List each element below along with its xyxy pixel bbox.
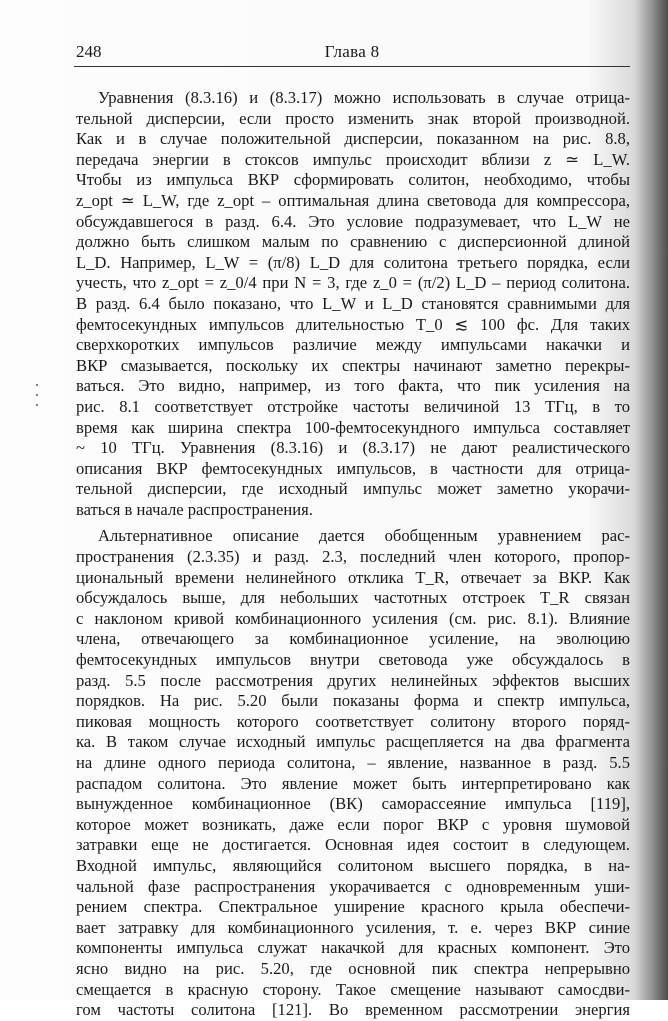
text-line: вынужденное комбинационное (ВК) саморассеяние импульса [119], <box>76 794 630 814</box>
text-line: фемтосекундных импульсов длительностью T_0 ≲ 100 фс. Для таких <box>76 314 630 334</box>
text-line: передача энергии в стоксов импульс происходит вблизи z ≃ L_W. <box>76 149 630 169</box>
text-line: гом частоты солитона [121]. Во временном рассмотрении энергия <box>76 1000 630 1020</box>
text-line: ваться в начале распространения. <box>76 499 313 519</box>
text-line: Уравнения (8.3.16) и (8.3.17) можно использовать в случае отрица- <box>98 88 630 107</box>
text-line: разд. 5.5 после рассмотрения других нелинейных эффектов высших <box>76 670 630 690</box>
header-rule <box>74 66 630 67</box>
text-line: тельной дисперсии, где исходный импульс может заметно укорачи- <box>76 479 630 499</box>
text-line: обсуждавшегося в разд. 6.4. Это условие подразумевает, что L_W не <box>76 211 630 231</box>
text-line: ка. В таком случае исходный импульс расщепляется на два фрагмента <box>76 732 630 752</box>
text-line: Чтобы из импульса ВКР сформировать солитон, необходимо, чтобы <box>76 170 630 190</box>
text-line: тельной дисперсии, если просто изменить знак второй производной. <box>76 108 630 128</box>
text-line: L_D. Например, L_W = (π/8) L_D для солитона третьего порядка, если <box>76 252 630 272</box>
text-line: описания ВКР фемтосекундных импульсов, в частности для отрица- <box>76 458 630 478</box>
text-line: компоненты импульса служат накачкой для красных компонент. Это <box>76 938 630 958</box>
text-line: обсуждалось выше, для небольших частотных отстроек T_R связан <box>76 588 630 608</box>
text-line: z_opt ≃ L_W, где z_opt – оптимальная длина световода для компрессора, <box>76 190 630 210</box>
text-line: рением спектра. Спектральное уширение красного крыла обеспечи- <box>76 897 630 917</box>
text-line: пространения (2.3.35) и разд. 2.3, последний член которого, пропор- <box>76 547 630 567</box>
text-line: ваться. Это видно, например, из того факта, что пик усиления на <box>76 376 630 396</box>
text-line: Входной импульс, являющийся солитоном высшего порядка, в на- <box>76 855 630 875</box>
text-line: на длине одного периода солитона, – явление, названное в разд. 5.5 <box>76 753 630 772</box>
text-line: должно быть слишком малым по сравнению с дисперсионной длиной <box>76 232 630 252</box>
text-line: пиковая мощность которого соответствует солитону второго поряд- <box>76 711 630 731</box>
text-line: смещается в красную сторону. Такое смещение называют самосдви- <box>76 979 630 999</box>
text-line: Как и в случае положительной дисперсии, показанном на рис. 8.8, <box>76 129 630 149</box>
text-line: ВКР смазывается, поскольку их спектры начинают заметно перекры- <box>76 355 630 375</box>
text-line: время как ширина спектра 100-фемтосекундного импульса составляет <box>76 417 630 437</box>
text-line: члена, отвечающего за комбинационное усиление, на эволюцию <box>76 629 630 649</box>
text-line: фемтосекундных импульсов внутри световода уже обсуждалось в <box>76 650 630 670</box>
text-line: вает затравку для комбинационного усиления, т. е. через ВКР синие <box>76 917 630 937</box>
text-line: В разд. 6.4 было показано, что L_W и L_D становятся сравнимыми для <box>76 293 630 313</box>
paragraph <box>76 88 630 520</box>
running-header <box>76 42 628 64</box>
margin-marks <box>36 384 40 418</box>
text-line: с наклоном кривой комбинационного усиления (см. рис. 8.1). Влияние <box>76 608 630 628</box>
text-line: циональный времени нелинейного отклика T_R, отвечает за ВКР. Как <box>76 567 630 587</box>
text-line: ясно видно на рис. 5.20, где основной пик спектра непрерывно <box>76 958 630 978</box>
text-line: затравки еще не достигается. Основная идея состоит в следующем. <box>76 835 630 855</box>
text-line: рис. 8.1 соответствует отстройке частоты величиной 13 ТГц, в то <box>76 396 630 416</box>
text-line: ~ 10 ТГц. Уравнения (8.3.16) и (8.3.17) не дают реалистического <box>76 438 630 458</box>
text-line: чальной фазе распространения укорачивается с одновременным уши- <box>76 876 630 896</box>
text-line: которое может возникать, даже если порог ВКР с уровня шумовой <box>76 814 630 834</box>
text-line: распадом солитона. Это явление может быть интерпретировано как <box>76 773 630 793</box>
text-line: сверхкоротких импульсов различие между импульсами накачки и <box>76 335 630 355</box>
paragraph <box>76 526 630 1020</box>
text-line: Альтернативное описание дается обобщенным уравнением рас- <box>98 526 630 546</box>
page-edge-shadow <box>634 0 668 1000</box>
text-line: порядков. На рис. 5.20 были показаны форма и спектр импульса, <box>76 691 630 711</box>
page-number: 248 <box>76 42 102 61</box>
body-text <box>76 88 630 1021</box>
chapter-title: Глава 8 <box>324 42 380 61</box>
text-line: учесть, что z_opt = z_0/4 при N = 3, где z_0 = (π/2) L_D – период солитона. <box>76 273 630 293</box>
